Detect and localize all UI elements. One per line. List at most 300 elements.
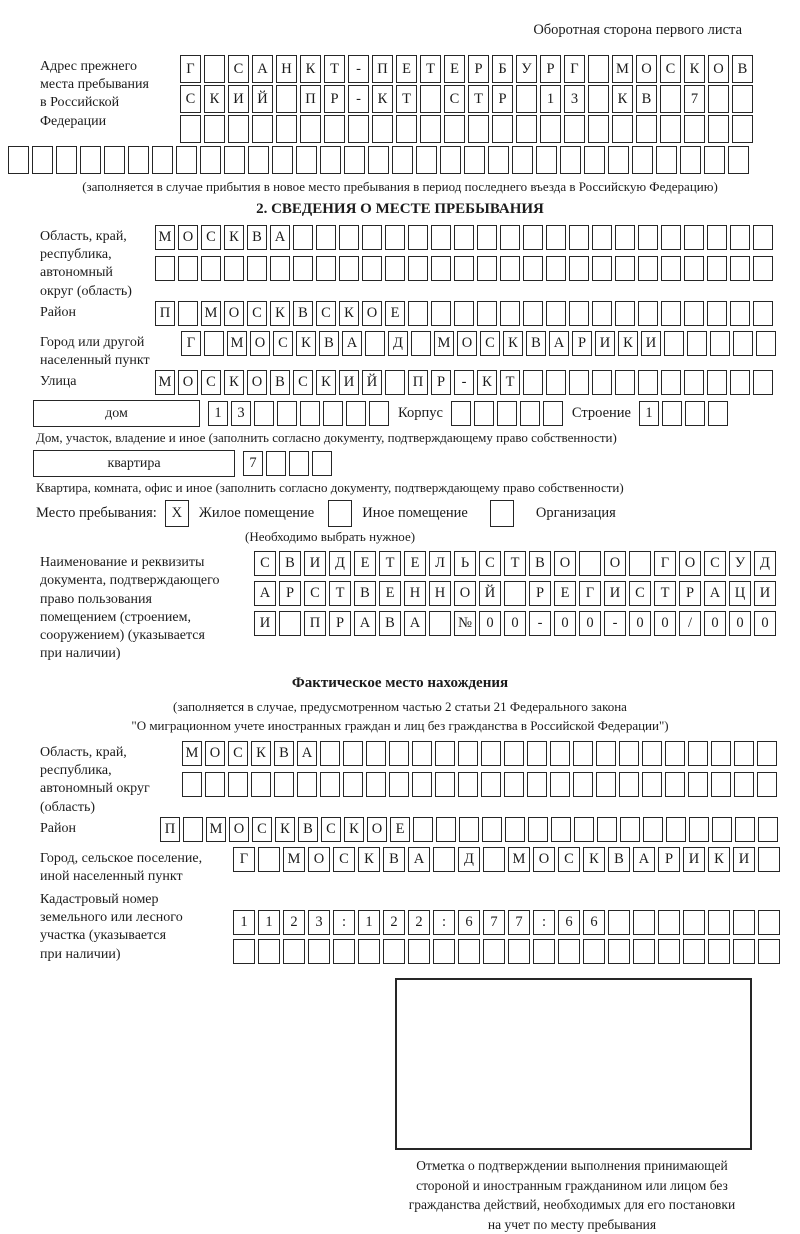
char-box[interactable]	[339, 256, 359, 281]
document-row-3[interactable]	[254, 611, 779, 636]
char-box[interactable]: С	[304, 581, 326, 606]
char-box[interactable]	[536, 146, 557, 174]
factual-district-row[interactable]	[160, 817, 781, 842]
char-box[interactable]	[481, 741, 501, 766]
char-box[interactable]: 7	[684, 85, 705, 113]
char-box[interactable]: И	[604, 581, 626, 606]
char-box[interactable]	[523, 256, 543, 281]
char-box[interactable]	[454, 301, 474, 326]
factual-region-row-1[interactable]	[182, 741, 780, 766]
char-box[interactable]	[233, 939, 255, 964]
char-box[interactable]	[348, 115, 369, 143]
char-box[interactable]	[413, 817, 433, 842]
char-box[interactable]: А	[549, 331, 569, 356]
char-box[interactable]	[420, 85, 441, 113]
char-box[interactable]: 6	[583, 910, 605, 935]
char-box[interactable]	[636, 115, 657, 143]
char-box[interactable]	[459, 817, 479, 842]
char-box[interactable]	[178, 301, 198, 326]
char-box[interactable]: К	[204, 85, 225, 113]
char-box[interactable]: А	[270, 225, 290, 250]
char-box[interactable]	[270, 256, 290, 281]
char-box[interactable]: В	[293, 301, 313, 326]
char-box[interactable]: К	[224, 225, 244, 250]
char-box[interactable]: В	[636, 85, 657, 113]
char-box[interactable]	[277, 401, 297, 426]
char-box[interactable]	[201, 256, 221, 281]
char-box[interactable]	[416, 146, 437, 174]
char-box[interactable]	[730, 225, 750, 250]
char-box[interactable]: В	[298, 817, 318, 842]
char-box[interactable]	[248, 146, 269, 174]
char-box[interactable]	[408, 225, 428, 250]
char-box[interactable]	[32, 146, 53, 174]
char-box[interactable]	[389, 772, 409, 797]
char-box[interactable]: Й	[252, 85, 273, 113]
char-box[interactable]: К	[344, 817, 364, 842]
char-box[interactable]	[362, 225, 382, 250]
char-box[interactable]: 1	[639, 401, 659, 426]
char-box[interactable]	[660, 115, 681, 143]
char-box[interactable]	[516, 115, 537, 143]
char-box[interactable]: О	[250, 331, 270, 356]
char-box[interactable]	[734, 772, 754, 797]
char-box[interactable]	[385, 256, 405, 281]
char-box[interactable]	[454, 256, 474, 281]
char-box[interactable]	[474, 401, 494, 426]
char-box[interactable]: 0	[629, 611, 651, 636]
char-box[interactable]: 1	[358, 910, 380, 935]
char-box[interactable]: А	[354, 611, 376, 636]
char-box[interactable]	[178, 256, 198, 281]
char-box[interactable]: Е	[390, 817, 410, 842]
char-box[interactable]: С	[558, 847, 580, 872]
char-box[interactable]: :	[533, 910, 555, 935]
char-box[interactable]: Г	[564, 55, 585, 83]
char-box[interactable]: С	[444, 85, 465, 113]
char-box[interactable]: О	[308, 847, 330, 872]
char-box[interactable]: М	[155, 225, 175, 250]
char-box[interactable]	[254, 401, 274, 426]
char-box[interactable]	[344, 146, 365, 174]
char-box[interactable]: А	[633, 847, 655, 872]
char-box[interactable]: В	[274, 741, 294, 766]
char-box[interactable]	[550, 772, 570, 797]
char-box[interactable]	[368, 146, 389, 174]
char-box[interactable]: Д	[458, 847, 480, 872]
char-box[interactable]	[708, 939, 730, 964]
char-box[interactable]	[372, 115, 393, 143]
char-box[interactable]: О	[178, 370, 198, 395]
char-box[interactable]: С	[201, 370, 221, 395]
char-box[interactable]	[204, 55, 225, 83]
korpus-cells[interactable]	[451, 401, 566, 426]
char-box[interactable]	[205, 772, 225, 797]
cadastre-row-1[interactable]	[233, 910, 783, 935]
char-box[interactable]: -	[454, 370, 474, 395]
char-box[interactable]	[583, 939, 605, 964]
char-box[interactable]	[420, 115, 441, 143]
char-box[interactable]	[477, 256, 497, 281]
char-box[interactable]: 3	[231, 401, 251, 426]
char-box[interactable]	[389, 741, 409, 766]
char-box[interactable]	[523, 370, 543, 395]
char-box[interactable]	[444, 115, 465, 143]
char-box[interactable]: 0	[654, 611, 676, 636]
char-box[interactable]	[543, 401, 563, 426]
char-box[interactable]: М	[508, 847, 530, 872]
char-box[interactable]	[704, 146, 725, 174]
char-box[interactable]	[734, 741, 754, 766]
char-box[interactable]	[683, 939, 705, 964]
house-number-cells[interactable]	[208, 401, 392, 426]
char-box[interactable]	[339, 225, 359, 250]
char-box[interactable]	[104, 146, 125, 174]
char-box[interactable]	[569, 301, 589, 326]
char-box[interactable]	[728, 146, 749, 174]
char-box[interactable]	[527, 741, 547, 766]
char-box[interactable]: Д	[329, 551, 351, 576]
char-box[interactable]: О	[205, 741, 225, 766]
char-box[interactable]	[366, 741, 386, 766]
char-box[interactable]	[323, 401, 343, 426]
char-box[interactable]: И	[683, 847, 705, 872]
char-box[interactable]	[481, 772, 501, 797]
char-box[interactable]	[546, 301, 566, 326]
char-box[interactable]	[608, 910, 630, 935]
char-box[interactable]: М	[206, 817, 226, 842]
char-box[interactable]: В	[608, 847, 630, 872]
char-box[interactable]	[758, 910, 780, 935]
char-box[interactable]: М	[227, 331, 247, 356]
char-box[interactable]: Н	[429, 581, 451, 606]
char-box[interactable]	[680, 146, 701, 174]
char-box[interactable]	[730, 370, 750, 395]
char-box[interactable]	[633, 939, 655, 964]
char-box[interactable]	[708, 115, 729, 143]
char-box[interactable]	[483, 847, 505, 872]
char-box[interactable]	[523, 301, 543, 326]
char-box[interactable]	[660, 85, 681, 113]
char-box[interactable]: К	[477, 370, 497, 395]
checkbox-other-premises[interactable]	[328, 500, 352, 527]
char-box[interactable]: И	[304, 551, 326, 576]
char-box[interactable]: Т	[396, 85, 417, 113]
char-box[interactable]	[224, 146, 245, 174]
char-box[interactable]: С	[254, 551, 276, 576]
char-box[interactable]: В	[529, 551, 551, 576]
char-box[interactable]: К	[251, 741, 271, 766]
char-box[interactable]: Р	[279, 581, 301, 606]
char-box[interactable]	[642, 741, 662, 766]
char-box[interactable]	[758, 939, 780, 964]
char-box[interactable]	[708, 910, 730, 935]
char-box[interactable]	[588, 115, 609, 143]
char-box[interactable]	[707, 256, 727, 281]
char-box[interactable]	[707, 225, 727, 250]
char-box[interactable]	[8, 146, 29, 174]
char-box[interactable]: М	[612, 55, 633, 83]
char-box[interactable]: Г	[579, 581, 601, 606]
char-box[interactable]	[733, 331, 753, 356]
char-box[interactable]: П	[155, 301, 175, 326]
char-box[interactable]	[520, 401, 540, 426]
document-row-2[interactable]	[254, 581, 779, 606]
char-box[interactable]	[279, 611, 301, 636]
char-box[interactable]	[155, 256, 175, 281]
char-box[interactable]: Т	[324, 55, 345, 83]
char-box[interactable]	[592, 370, 612, 395]
char-box[interactable]	[684, 370, 704, 395]
char-box[interactable]	[458, 939, 480, 964]
char-box[interactable]	[708, 401, 728, 426]
char-box[interactable]	[619, 741, 639, 766]
char-box[interactable]	[477, 301, 497, 326]
char-box[interactable]: С	[660, 55, 681, 83]
char-box[interactable]	[638, 225, 658, 250]
char-box[interactable]	[710, 331, 730, 356]
char-box[interactable]	[730, 256, 750, 281]
char-box[interactable]	[182, 772, 202, 797]
char-box[interactable]	[643, 817, 663, 842]
char-box[interactable]: Р	[572, 331, 592, 356]
char-box[interactable]: О	[604, 551, 626, 576]
char-box[interactable]	[458, 772, 478, 797]
char-box[interactable]	[362, 256, 382, 281]
char-box[interactable]: -	[529, 611, 551, 636]
char-box[interactable]	[458, 741, 478, 766]
char-box[interactable]	[228, 772, 248, 797]
char-box[interactable]	[732, 115, 753, 143]
char-box[interactable]	[558, 939, 580, 964]
char-box[interactable]	[224, 256, 244, 281]
char-box[interactable]: С	[480, 331, 500, 356]
char-box[interactable]	[324, 115, 345, 143]
char-box[interactable]: -	[604, 611, 626, 636]
char-box[interactable]: С	[316, 301, 336, 326]
char-box[interactable]	[711, 772, 731, 797]
char-box[interactable]	[204, 331, 224, 356]
char-box[interactable]: О	[178, 225, 198, 250]
char-box[interactable]: С	[704, 551, 726, 576]
char-box[interactable]	[615, 225, 635, 250]
char-box[interactable]: 2	[408, 910, 430, 935]
char-box[interactable]	[293, 256, 313, 281]
char-box[interactable]	[638, 256, 658, 281]
char-box[interactable]: К	[503, 331, 523, 356]
char-box[interactable]: Р	[492, 85, 513, 113]
char-box[interactable]	[429, 611, 451, 636]
char-box[interactable]	[300, 401, 320, 426]
char-box[interactable]	[408, 256, 428, 281]
char-box[interactable]	[615, 301, 635, 326]
prev-address-row-3[interactable]	[180, 115, 756, 143]
char-box[interactable]: Е	[396, 55, 417, 83]
char-box[interactable]: И	[595, 331, 615, 356]
char-box[interactable]: П	[408, 370, 428, 395]
char-box[interactable]	[183, 817, 203, 842]
char-box[interactable]	[597, 817, 617, 842]
char-box[interactable]: А	[408, 847, 430, 872]
char-box[interactable]	[272, 146, 293, 174]
char-box[interactable]	[666, 817, 686, 842]
char-box[interactable]: Т	[468, 85, 489, 113]
char-box[interactable]	[505, 817, 525, 842]
char-box[interactable]	[252, 115, 273, 143]
char-box[interactable]	[300, 115, 321, 143]
char-box[interactable]	[687, 331, 707, 356]
char-box[interactable]: Р	[431, 370, 451, 395]
char-box[interactable]	[228, 115, 249, 143]
char-box[interactable]	[431, 301, 451, 326]
char-box[interactable]	[596, 741, 616, 766]
char-box[interactable]: 0	[504, 611, 526, 636]
char-box[interactable]	[540, 115, 561, 143]
char-box[interactable]	[753, 370, 773, 395]
char-box[interactable]	[293, 225, 313, 250]
char-box[interactable]	[431, 256, 451, 281]
char-box[interactable]	[392, 146, 413, 174]
char-box[interactable]	[312, 451, 332, 476]
char-box[interactable]	[289, 451, 309, 476]
char-box[interactable]	[516, 85, 537, 113]
char-box[interactable]: Е	[444, 55, 465, 83]
char-box[interactable]: П	[300, 85, 321, 113]
char-box[interactable]	[592, 301, 612, 326]
char-box[interactable]: Д	[388, 331, 408, 356]
char-box[interactable]	[661, 225, 681, 250]
char-box[interactable]	[564, 115, 585, 143]
char-box[interactable]	[632, 146, 653, 174]
char-box[interactable]	[579, 551, 601, 576]
char-box[interactable]: М	[155, 370, 175, 395]
checkbox-organization[interactable]	[490, 500, 514, 527]
char-box[interactable]: В	[526, 331, 546, 356]
char-box[interactable]	[358, 939, 380, 964]
prev-address-row-1[interactable]	[180, 55, 756, 83]
char-box[interactable]	[274, 772, 294, 797]
char-box[interactable]	[385, 370, 405, 395]
prev-address-row-4[interactable]	[8, 146, 800, 174]
char-box[interactable]	[757, 741, 777, 766]
char-box[interactable]	[451, 401, 471, 426]
char-box[interactable]: Р	[329, 611, 351, 636]
char-box[interactable]: Т	[654, 581, 676, 606]
char-box[interactable]: Н	[276, 55, 297, 83]
char-box[interactable]	[492, 115, 513, 143]
prev-address-row-2[interactable]	[180, 85, 756, 113]
char-box[interactable]: П	[160, 817, 180, 842]
char-box[interactable]	[276, 115, 297, 143]
char-box[interactable]: Г	[180, 55, 201, 83]
char-box[interactable]	[633, 910, 655, 935]
char-box[interactable]: Б	[492, 55, 513, 83]
char-box[interactable]	[688, 772, 708, 797]
char-box[interactable]	[433, 847, 455, 872]
char-box[interactable]	[320, 772, 340, 797]
stroenie-cells[interactable]	[639, 401, 731, 426]
char-box[interactable]	[642, 772, 662, 797]
char-box[interactable]	[468, 115, 489, 143]
char-box[interactable]	[528, 817, 548, 842]
char-box[interactable]: С	[293, 370, 313, 395]
char-box[interactable]	[333, 939, 355, 964]
char-box[interactable]	[661, 301, 681, 326]
char-box[interactable]: Т	[379, 551, 401, 576]
char-box[interactable]: 6	[558, 910, 580, 935]
char-box[interactable]	[343, 772, 363, 797]
char-box[interactable]: 2	[383, 910, 405, 935]
char-box[interactable]	[569, 225, 589, 250]
char-box[interactable]: 7	[508, 910, 530, 935]
char-box[interactable]	[500, 256, 520, 281]
char-box[interactable]: 0	[579, 611, 601, 636]
char-box[interactable]: 6	[458, 910, 480, 935]
factual-region-row-2[interactable]	[182, 772, 780, 797]
char-box[interactable]	[477, 225, 497, 250]
char-box[interactable]	[488, 146, 509, 174]
char-box[interactable]	[608, 939, 630, 964]
char-box[interactable]: 0	[729, 611, 751, 636]
char-box[interactable]: Т	[500, 370, 520, 395]
char-box[interactable]: С	[252, 817, 272, 842]
char-box[interactable]: Р	[658, 847, 680, 872]
char-box[interactable]: Т	[329, 581, 351, 606]
char-box[interactable]	[504, 581, 526, 606]
char-box[interactable]	[152, 146, 173, 174]
char-box[interactable]	[366, 772, 386, 797]
char-box[interactable]: К	[684, 55, 705, 83]
char-box[interactable]	[684, 225, 704, 250]
char-box[interactable]: М	[201, 301, 221, 326]
char-box[interactable]	[508, 939, 530, 964]
char-box[interactable]	[296, 146, 317, 174]
char-box[interactable]	[396, 115, 417, 143]
char-box[interactable]	[732, 85, 753, 113]
char-box[interactable]	[546, 370, 566, 395]
char-box[interactable]	[757, 772, 777, 797]
char-box[interactable]	[412, 741, 432, 766]
char-box[interactable]: В	[270, 370, 290, 395]
char-box[interactable]: О	[636, 55, 657, 83]
char-box[interactable]	[662, 401, 682, 426]
char-box[interactable]	[569, 256, 589, 281]
char-box[interactable]	[258, 939, 280, 964]
char-box[interactable]: 0	[479, 611, 501, 636]
char-box[interactable]: У	[516, 55, 537, 83]
char-box[interactable]	[283, 939, 305, 964]
char-box[interactable]: К	[316, 370, 336, 395]
char-box[interactable]	[584, 146, 605, 174]
char-box[interactable]: Д	[754, 551, 776, 576]
char-box[interactable]	[661, 370, 681, 395]
char-box[interactable]	[408, 301, 428, 326]
char-box[interactable]: №	[454, 611, 476, 636]
char-box[interactable]	[523, 225, 543, 250]
char-box[interactable]	[128, 146, 149, 174]
char-box[interactable]	[711, 741, 731, 766]
char-box[interactable]	[247, 256, 267, 281]
char-box[interactable]	[588, 55, 609, 83]
char-box[interactable]: С	[228, 55, 249, 83]
char-box[interactable]	[656, 146, 677, 174]
char-box[interactable]	[758, 817, 778, 842]
char-box[interactable]	[664, 331, 684, 356]
char-box[interactable]: 1	[540, 85, 561, 113]
char-box[interactable]: 1	[208, 401, 228, 426]
char-box[interactable]	[560, 146, 581, 174]
char-box[interactable]: 0	[704, 611, 726, 636]
